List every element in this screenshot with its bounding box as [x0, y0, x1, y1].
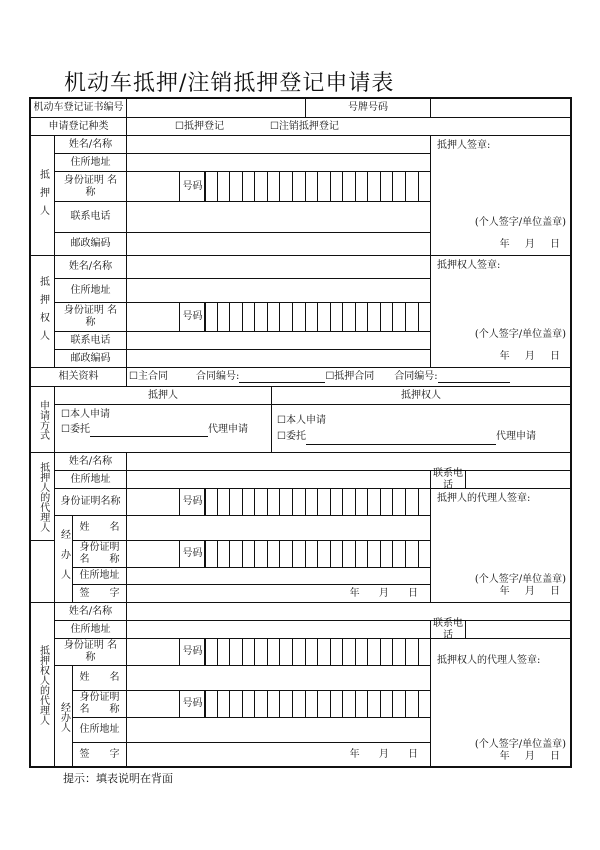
- mortgagor-postal-field[interactable]: [126, 232, 431, 256]
- cert-number-label: 机动车登记证书编号: [30, 98, 127, 118]
- id-digit-box[interactable]: [242, 488, 256, 516]
- id-digit-box[interactable]: [217, 488, 231, 516]
- apply-mortgagor-header: 抵押人: [54, 386, 272, 405]
- id-digit-box[interactable]: [405, 171, 419, 202]
- date-label: 年 月 日: [349, 749, 426, 760]
- id-digit-box[interactable]: [330, 690, 344, 718]
- id-digit-box[interactable]: [254, 638, 268, 666]
- agent1-handler-id-type-field[interactable]: [126, 540, 180, 568]
- id-digit-box[interactable]: [204, 540, 218, 568]
- id-digit-box[interactable]: [405, 302, 419, 332]
- id-digit-box[interactable]: [267, 638, 281, 666]
- id-digit-box[interactable]: [392, 488, 406, 516]
- mortgagor-id-type-field[interactable]: [126, 171, 180, 202]
- agent1-id-type-label: 身份证明名称: [54, 488, 127, 516]
- agent2-id-number-label: 号码: [179, 638, 206, 666]
- mortgagor-agent-field[interactable]: [90, 426, 208, 437]
- id-digit-box[interactable]: [367, 302, 381, 332]
- agent2-address-field[interactable]: [126, 620, 431, 639]
- id-digit-box[interactable]: [405, 638, 419, 666]
- id-digit-box[interactable]: [342, 690, 356, 718]
- related-materials-row: [126, 367, 571, 387]
- id-digit-box[interactable]: [305, 690, 319, 718]
- id-digit-box[interactable]: [317, 638, 331, 666]
- agent1-phone-label: 联系电话: [430, 470, 466, 489]
- id-digit-box[interactable]: [317, 302, 331, 332]
- id-digit-box[interactable]: [254, 488, 268, 516]
- agent1-name-field[interactable]: [126, 452, 571, 471]
- id-digit-box[interactable]: [392, 540, 406, 568]
- agent2-name-field[interactable]: [126, 602, 571, 621]
- id-digit-box[interactable]: [204, 638, 218, 666]
- id-digit-box[interactable]: [405, 488, 419, 516]
- agent2-handler-name-field[interactable]: [126, 665, 431, 691]
- checkbox-main-contract[interactable]: ☐主合同: [129, 371, 168, 382]
- id-digit-box[interactable]: [279, 171, 293, 202]
- agent2-handler-label: 经办人: [54, 665, 73, 768]
- agent1-handler-address-label: 住所地址: [72, 567, 127, 585]
- id-digit-box[interactable]: [217, 171, 231, 202]
- checkbox-cancel-mortgage-registration[interactable]: ☐注销抵押登记: [269, 120, 339, 132]
- agent2-phone-field[interactable]: [465, 620, 571, 639]
- id-digit-box[interactable]: [317, 171, 331, 202]
- id-digit-box[interactable]: [292, 638, 306, 666]
- id-digit-box[interactable]: [229, 302, 243, 332]
- id-digit-box[interactable]: [267, 690, 281, 718]
- id-digit-box[interactable]: [204, 690, 218, 718]
- id-digit-box[interactable]: [330, 638, 344, 666]
- id-digit-box[interactable]: [380, 540, 394, 568]
- agent2-handler-sign-label: 签 字: [72, 742, 127, 768]
- id-digit-box[interactable]: [279, 540, 293, 568]
- id-digit-box[interactable]: [317, 488, 331, 516]
- mortgagor-phone-label: 联系电话: [54, 201, 127, 233]
- cert-number-field[interactable]: [126, 98, 306, 118]
- id-digit-box[interactable]: [392, 302, 406, 332]
- registration-type-options: [126, 117, 571, 136]
- agent1-handler-address-field[interactable]: [126, 567, 431, 585]
- mortgagor-id-type-label: 身份证明 名 称: [54, 171, 127, 202]
- id-digit-box[interactable]: [217, 690, 231, 718]
- date-label: 年 月 日: [499, 351, 566, 362]
- mortgagor-signature-label: 抵押人签章:: [437, 140, 491, 151]
- registration-type-label: 申请登记种类: [30, 117, 127, 136]
- id-digit-box[interactable]: [217, 638, 231, 666]
- agent1-phone-field[interactable]: [465, 470, 571, 489]
- id-digit-box[interactable]: [242, 540, 256, 568]
- id-digit-box[interactable]: [342, 302, 356, 332]
- id-digit-box[interactable]: [279, 302, 293, 332]
- id-digit-box[interactable]: [342, 171, 356, 202]
- mortgagor-agent-section-label: 抵押人的代理人: [30, 452, 55, 541]
- agent-apply-label: 代理申请: [207, 424, 248, 435]
- id-digit-box[interactable]: [367, 171, 381, 202]
- checkbox-mortgage-registration[interactable]: ☐抵押登记: [175, 120, 224, 132]
- mortgagee-postal-field[interactable]: [126, 349, 431, 368]
- id-digit-box[interactable]: [342, 638, 356, 666]
- seal-note: (个人签字/单位盖章): [474, 329, 566, 340]
- id-digit-box[interactable]: [355, 690, 369, 718]
- id-digit-box[interactable]: [217, 302, 231, 332]
- id-digit-box[interactable]: [254, 171, 268, 202]
- plate-number-label: 号牌号码: [305, 98, 431, 118]
- id-digit-box[interactable]: [292, 302, 306, 332]
- id-digit-box[interactable]: [342, 540, 356, 568]
- agent1-handler-id-number-boxes[interactable]: [205, 540, 431, 568]
- mortgagor-id-number-label: 号码: [179, 171, 206, 202]
- mortgagee-id-type-label: 身份证明 名 称: [54, 302, 127, 332]
- id-digit-box[interactable]: [267, 540, 281, 568]
- id-digit-box[interactable]: [405, 540, 419, 568]
- id-digit-box[interactable]: [204, 488, 218, 516]
- mortgagee-postal-label: 邮政编码: [54, 349, 127, 368]
- id-digit-box[interactable]: [367, 488, 381, 516]
- seal-note: (个人签字/单位盖章): [474, 574, 566, 585]
- contract-number-label: 合同编号:: [394, 371, 438, 382]
- agent1-id-number-boxes[interactable]: [205, 488, 431, 516]
- checkbox-mortgagee-self-apply[interactable]: ☐本人申请: [277, 414, 326, 426]
- mortgagee-address-label: 住所地址: [54, 278, 127, 303]
- agent2-signature-box[interactable]: [430, 638, 571, 768]
- id-digit-box[interactable]: [355, 171, 369, 202]
- id-digit-box[interactable]: [355, 302, 369, 332]
- id-digit-box[interactable]: [355, 638, 369, 666]
- agent1-handler-label: 经办人: [54, 515, 73, 603]
- id-digit-box[interactable]: [305, 488, 319, 516]
- date-label: 年 月 日: [499, 586, 566, 597]
- id-digit-box[interactable]: [279, 638, 293, 666]
- id-digit-box[interactable]: [380, 638, 394, 666]
- id-digit-box[interactable]: [267, 488, 281, 516]
- mortgagee-phone-field[interactable]: [126, 331, 431, 350]
- mortgagee-id-type-field[interactable]: [126, 302, 180, 332]
- id-digit-box[interactable]: [355, 488, 369, 516]
- id-digit-box[interactable]: [217, 540, 231, 568]
- id-digit-box[interactable]: [242, 302, 256, 332]
- id-digit-box[interactable]: [305, 171, 319, 202]
- id-digit-box[interactable]: [229, 638, 243, 666]
- id-digit-box[interactable]: [267, 302, 281, 332]
- id-digit-box[interactable]: [392, 690, 406, 718]
- id-digit-box[interactable]: [254, 690, 268, 718]
- hint-text: 提示：填表说明在背面: [63, 772, 173, 785]
- id-digit-box[interactable]: [380, 302, 394, 332]
- agent2-id-type-label: 身份证明 名 称: [54, 638, 127, 666]
- agent2-handler-address-label: 住所地址: [72, 717, 127, 743]
- mortgagor-section-label: 抵押人: [30, 135, 55, 256]
- mortgagee-address-field[interactable]: [126, 278, 431, 303]
- mortgagee-id-number-boxes[interactable]: [205, 302, 431, 332]
- plate-number-field[interactable]: [430, 98, 571, 118]
- checkbox-mortgagor-entrust[interactable]: ☐委托: [61, 424, 90, 435]
- id-digit-box[interactable]: [292, 488, 306, 516]
- id-digit-box[interactable]: [405, 690, 419, 718]
- agent2-handler-name-label: 姓 名: [72, 665, 127, 691]
- agent2-name-label: 姓名/名称: [54, 602, 127, 621]
- checkbox-mortgage-contract[interactable]: ☐抵押合同: [325, 371, 375, 382]
- mortgagee-section-label: 抵押权人: [30, 255, 55, 368]
- id-digit-box[interactable]: [279, 488, 293, 516]
- id-digit-box[interactable]: [279, 690, 293, 718]
- apply-mortgagor-options: [54, 404, 272, 453]
- agent2-handler-address-field[interactable]: [126, 717, 431, 743]
- id-digit-box[interactable]: [254, 302, 268, 332]
- agent1-name-label: 姓名/名称: [54, 452, 127, 471]
- id-digit-box[interactable]: [380, 488, 394, 516]
- agent2-handler-sign-field[interactable]: [126, 742, 431, 768]
- id-digit-box[interactable]: [242, 638, 256, 666]
- date-label: 年 月 日: [349, 587, 426, 599]
- id-digit-box[interactable]: [229, 690, 243, 718]
- agent1-id-number-label: 号码: [179, 488, 206, 516]
- id-digit-box[interactable]: [292, 171, 306, 202]
- mortgagor-name-label: 姓名/名称: [54, 135, 127, 154]
- id-digit-box[interactable]: [392, 638, 406, 666]
- agent1-signature-label: 抵押人的代理人签章:: [437, 493, 531, 504]
- id-digit-box[interactable]: [204, 171, 218, 202]
- mortgagee-phone-label: 联系电话: [54, 331, 127, 350]
- agent-apply-label: 代理申请: [495, 430, 536, 442]
- date-label: 年 月 日: [499, 751, 566, 762]
- seal-note: (个人签字/单位盖章): [474, 739, 566, 750]
- mortgagor-signature-box[interactable]: [430, 135, 571, 256]
- agent1-address-label: 住所地址: [54, 470, 127, 489]
- seal-note: (个人签字/单位盖章): [474, 217, 566, 228]
- mortgagee-name-field[interactable]: [126, 255, 431, 279]
- id-digit-box[interactable]: [355, 540, 369, 568]
- agent1-id-type-field[interactable]: [126, 488, 180, 516]
- id-digit-box[interactable]: [330, 302, 344, 332]
- related-materials-label: 相关资料: [30, 367, 127, 387]
- id-digit-box[interactable]: [392, 171, 406, 202]
- contract-number-label: 合同编号:: [195, 371, 240, 382]
- mortgagor-phone-field[interactable]: [126, 201, 431, 233]
- id-digit-box[interactable]: [317, 540, 331, 568]
- agent1-handler-sign-label: 签 字: [72, 584, 127, 603]
- mortgagee-id-number-label: 号码: [179, 302, 206, 332]
- agent2-signature-label: 抵押权人的代理人签章:: [437, 655, 541, 666]
- agent2-handler-id-number-boxes[interactable]: [205, 690, 431, 718]
- checkbox-mortgagee-entrust[interactable]: ☐委托: [277, 430, 306, 442]
- agent1-handler-sign-field[interactable]: [126, 584, 431, 603]
- mortgagee-signature-label: 抵押权人签章:: [437, 260, 501, 271]
- agent1-signature-box[interactable]: [430, 488, 571, 603]
- mortgagor-address-field[interactable]: [126, 153, 431, 172]
- id-digit-box[interactable]: [367, 690, 381, 718]
- main-contract-number-field[interactable]: [239, 372, 325, 383]
- mortgagee-signature-box[interactable]: [430, 255, 571, 368]
- agent1-handler-id-type-label: 身份证明 名 称: [72, 540, 127, 568]
- id-digit-box[interactable]: [292, 540, 306, 568]
- mortgagee-agent-field[interactable]: [306, 434, 496, 445]
- mortgagor-postal-label: 邮政编码: [54, 232, 127, 256]
- id-digit-box[interactable]: [330, 171, 344, 202]
- id-digit-box[interactable]: [267, 171, 281, 202]
- id-digit-box[interactable]: [292, 690, 306, 718]
- mortgagor-id-number-boxes[interactable]: [205, 171, 431, 202]
- agent2-phone-label: 联系电话: [430, 620, 466, 639]
- agent2-id-number-boxes[interactable]: [205, 638, 431, 666]
- mortgagor-address-label: 住所地址: [54, 153, 127, 172]
- mortgagee-agent-section-label: 抵押权人的代理人: [30, 602, 55, 768]
- agent2-handler-id-number-label: 号码: [179, 690, 206, 718]
- id-digit-box[interactable]: [242, 690, 256, 718]
- id-digit-box[interactable]: [229, 171, 243, 202]
- agent2-address-label: 住所地址: [54, 620, 127, 639]
- apply-mortgagee-options: [271, 404, 571, 453]
- id-digit-box[interactable]: [367, 638, 381, 666]
- agent1-address-field[interactable]: [126, 470, 431, 489]
- date-label: 年 月 日: [499, 239, 566, 250]
- id-digit-box[interactable]: [367, 540, 381, 568]
- id-digit-box[interactable]: [380, 690, 394, 718]
- id-digit-box[interactable]: [229, 540, 243, 568]
- id-digit-box[interactable]: [380, 171, 394, 202]
- id-digit-box[interactable]: [330, 488, 344, 516]
- id-digit-box[interactable]: [305, 638, 319, 666]
- mortgagee-name-label: 姓名/名称: [54, 255, 127, 279]
- id-digit-box[interactable]: [204, 302, 218, 332]
- id-digit-box[interactable]: [305, 302, 319, 332]
- agent1-handler-id-number-label: 号码: [179, 540, 206, 568]
- id-digit-box[interactable]: [229, 488, 243, 516]
- agent2-handler-id-type-label: 身份证明 名 称: [72, 690, 127, 718]
- id-digit-box[interactable]: [342, 488, 356, 516]
- agent1-handler-name-field[interactable]: [126, 515, 431, 541]
- id-digit-box[interactable]: [254, 540, 268, 568]
- empty-cell: [30, 540, 55, 603]
- mortgage-contract-number-field[interactable]: [438, 372, 510, 383]
- form-title: 机动车抵押/注销抵押登记申请表: [64, 71, 395, 96]
- id-digit-box[interactable]: [330, 540, 344, 568]
- id-digit-box[interactable]: [305, 540, 319, 568]
- id-digit-box[interactable]: [242, 171, 256, 202]
- id-digit-box[interactable]: [317, 690, 331, 718]
- agent2-handler-id-type-field[interactable]: [126, 690, 180, 718]
- mortgagor-name-field[interactable]: [126, 135, 431, 154]
- application-method-label: 申请方式: [30, 386, 55, 453]
- agent1-handler-name-label: 姓 名: [72, 515, 127, 541]
- checkbox-mortgagor-self-apply[interactable]: ☐本人申请: [61, 409, 110, 420]
- apply-mortgagee-header: 抵押权人: [271, 386, 571, 405]
- agent2-id-type-field[interactable]: [126, 638, 180, 666]
